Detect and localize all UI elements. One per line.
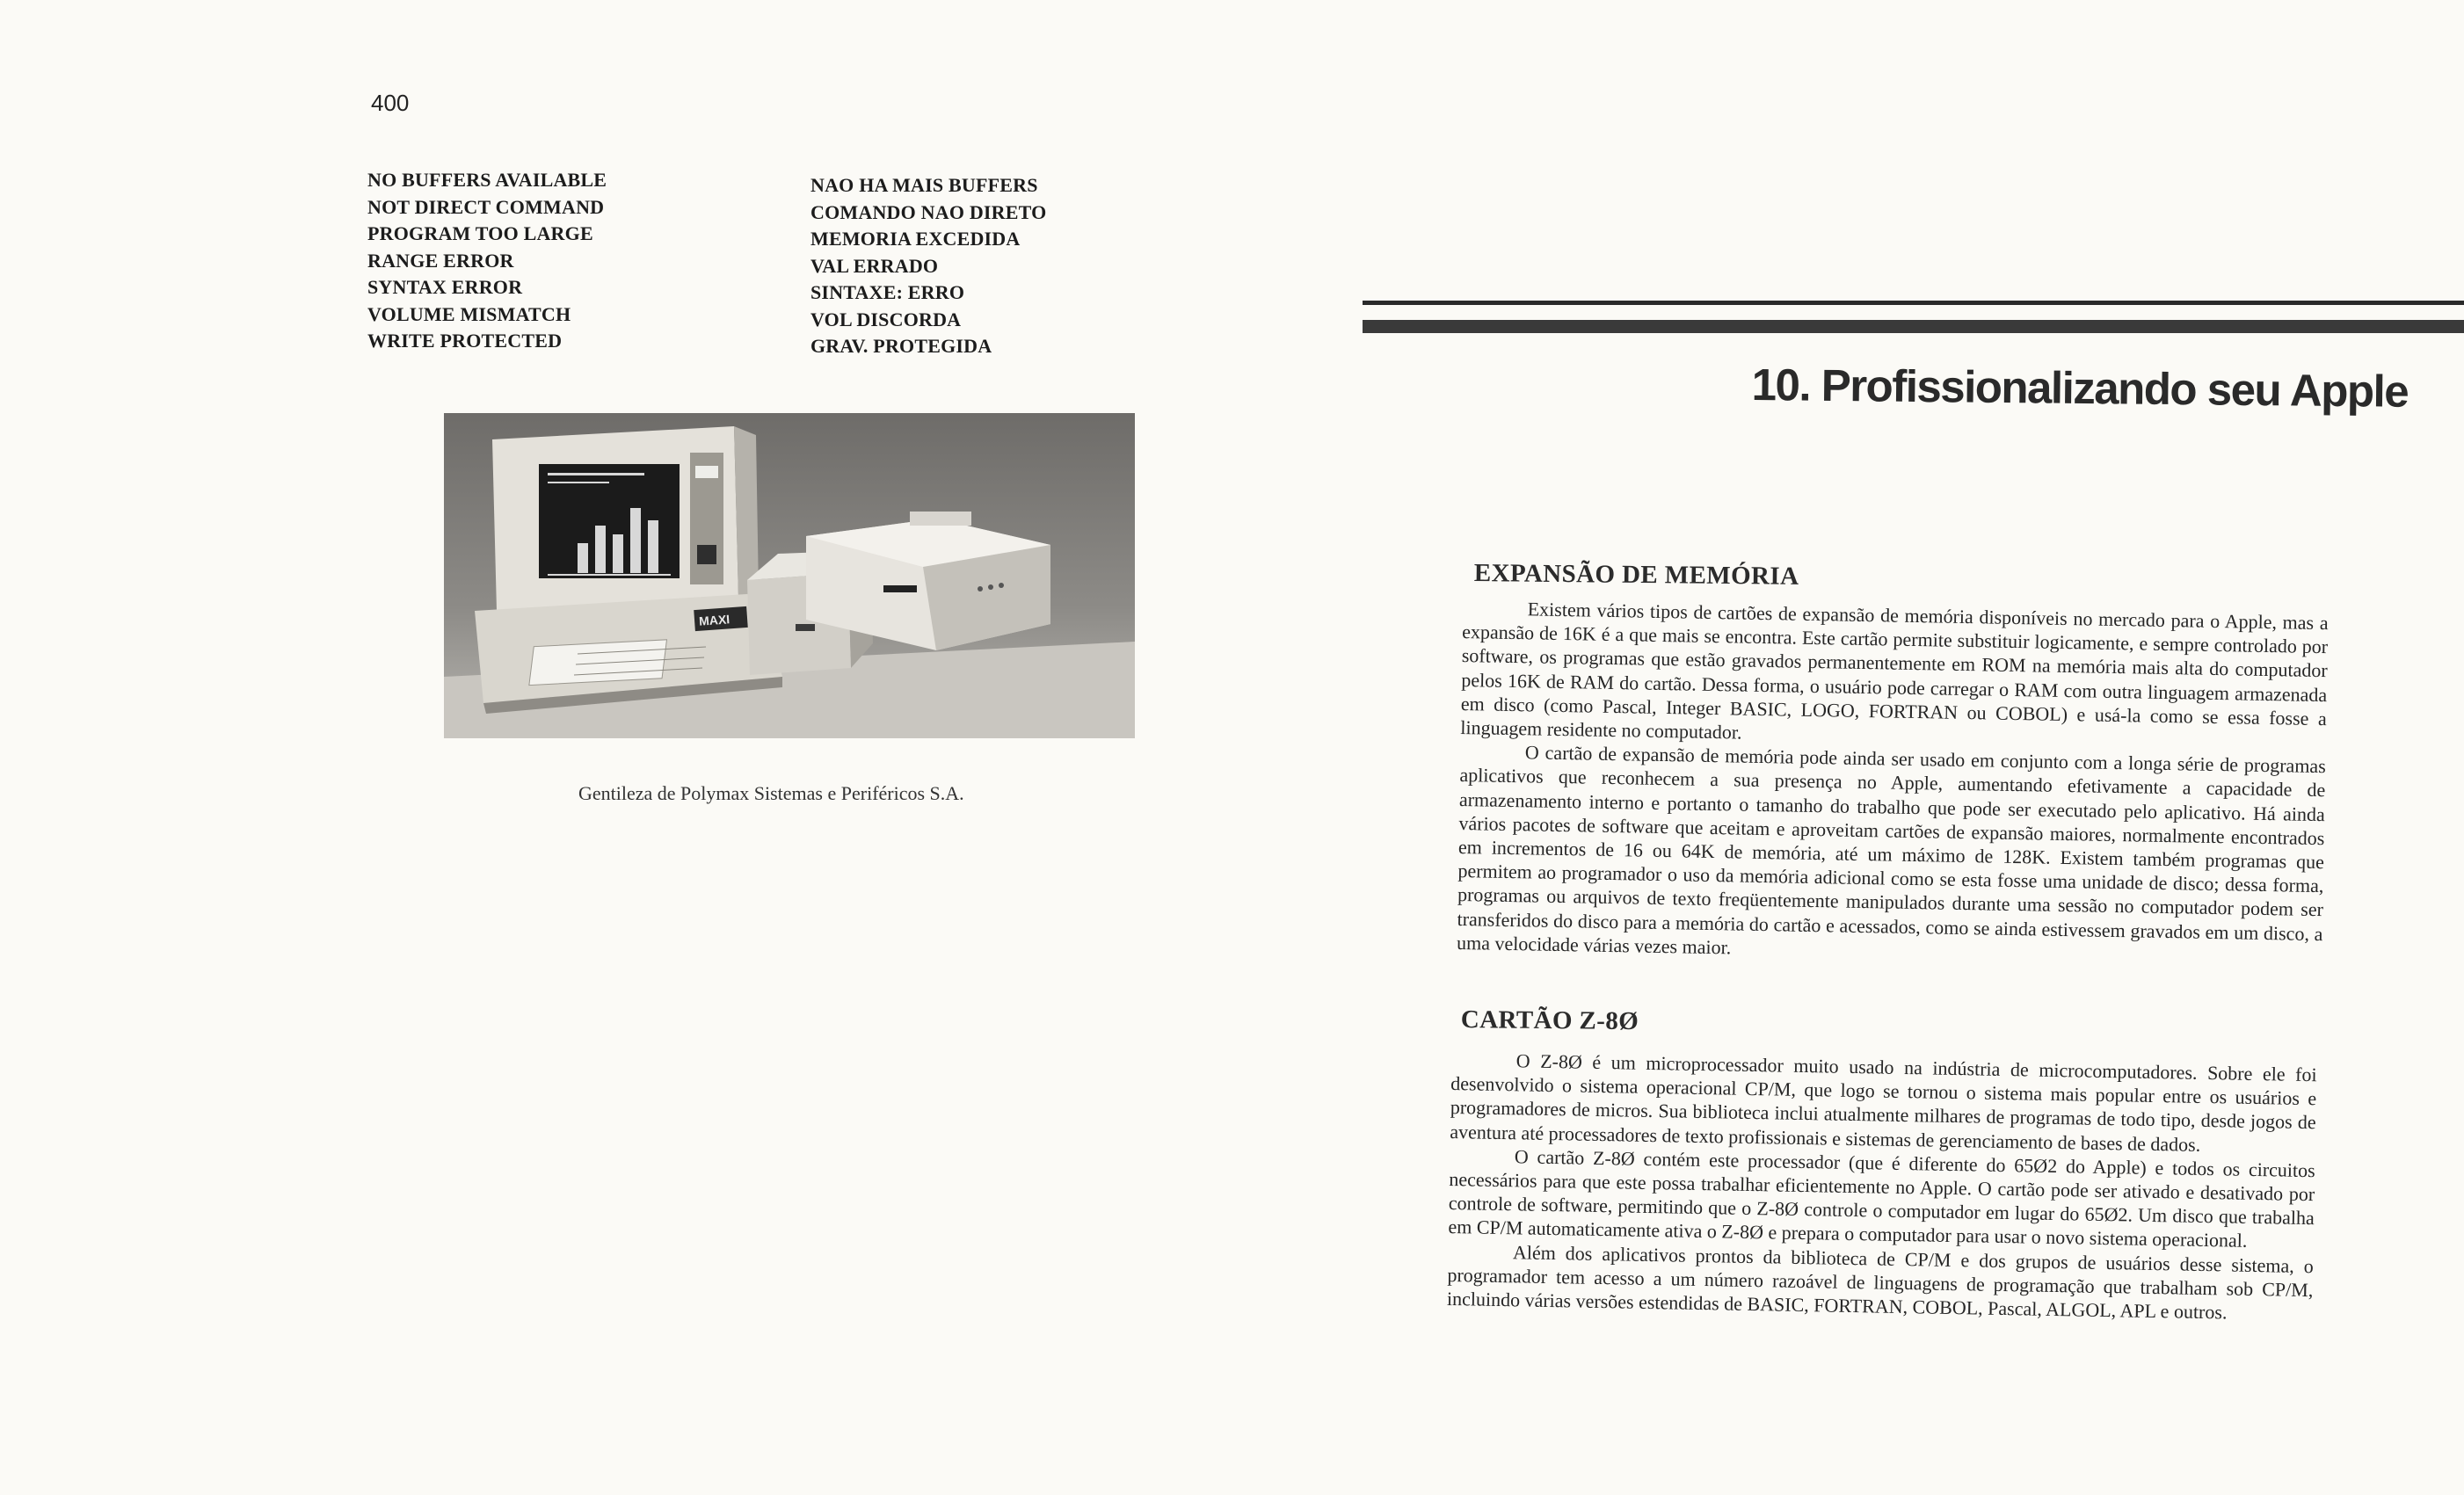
paragraph: Existem vários tipos de cartões de expansão de memória disponíveis no mercado para o Apple, mas a expansão de 16K é a que mais se encontra. Este cartão permite substituir logicamente, e sempre controlado por software, os programas que estão gravados permanentemente em ROM na memória mais alta do computador pelos 16K de RAM do cartão. Dessa forma, o usuário pode carregar o RAM com outra linguagem armazenada em disco (como Pascal, Integer BASIC, LOGO, FORTRAN ou COBOL) e usá-la como se essa fosse a linguagem residente no computador. [1460,598,2329,744]
computer-photo [444,413,1135,738]
error-message-translation: VAL ERRADO [810,254,939,277]
paragraph: O cartão de expansão de memória pode ainda ser usado em conjunto com a longa série de programas aplicativos que reconhecem a sua presença no Apple, aumentando efetivamente a capacidade de armazenamento interno e portanto o tamanho do trabalho que pode ser executado pelo aplicativo. Há ainda vários pacotes de software que aceitam e aproveitam cartões de expansão maiores, normalmente encontrados em incrementos de 16 ou 64K de memória, até um máximo de 128K. Existem também programas que permitem ao programador o uso da memória adicional como se esta fosse uma unidade de disco; dessa forma, programas ou arquivos de texto freqüentemente manipulados durante uma sessão no computador podem ser transferidos do disco para a memória do cartão e acessados, como se ainda estivessem gravados em um disco, a uma velocidade várias vezes maior. [1456,741,2326,959]
paragraph: O cartão Z-8Ø contém este processador (que é diferente do 65Ø2 do Apple) e todos os circuitos necessários para que este possa trabalhar eficientemente no Apple. O cartão pode ser ativado e desativado por controle de software, permitindo que o Z-8Ø controle o computador em lugar do 65Ø2. Um disco que trabalha em CP/M automaticamente ativa o Z-8Ø e prepara o computador para usar o novo sistema operacional. [1448,1145,2315,1252]
error-message: RANGE ERROR [367,249,514,272]
section-body-z80-card [1447,1048,2317,1325]
error-message: NO BUFFERS AVAILABLE [367,169,607,191]
chapter-rule-thin [1363,301,2464,305]
paragraph: Além dos aplicativos prontos da biblioteca de CP/M e dos grupos de usuários desse sistema, o programador tem acesso a um número razoável de linguagens de programação que trabalham sob CP/M, incluindo várias versões estendidas de BASIC, FORTRAN, COBOL, Pascal, ALGOL, APL e outros. [1446,1240,2315,1324]
page-number: 400 [371,90,410,116]
error-message: WRITE PROTECTED [367,330,563,352]
error-message: SYNTAX ERROR [367,276,523,298]
left-page [0,0,1231,1495]
error-message: NOT DIRECT COMMAND [367,195,605,218]
error-message-translation: GRAV. PROTEGIDA [810,335,992,357]
error-message-translation: VOL DISCORDA [810,308,962,330]
section-heading-memory-expansion: EXPANSÃO DE MEMÓRIA [1473,559,1799,591]
error-messages-portuguese [810,172,1046,360]
computer-illustration [444,413,1135,738]
section-heading-z80-card: CARTÃO Z-8Ø [1460,1005,1639,1036]
error-message-translation: MEMORIA EXCEDIDA [810,228,1021,250]
error-message-translation: SINTAXE: ERRO [810,281,965,303]
error-message: PROGRAM TOO LARGE [367,222,593,244]
section-body-memory-expansion [1457,596,2329,969]
chapter-title: 10. Profissionalizando seu Apple [1751,359,2409,417]
chapter-rule-thick [1363,320,2464,333]
error-message: VOLUME MISMATCH [367,302,571,325]
paragraph: O Z-8Ø é um microprocessador muito usado na indústria de microcomputadores. Sobre ele foi desenvolvido o sistema operacional CP/M, que logo se tornou o sistema mais popular entre os usuários e programadores de micros. Sua biblioteca inclui atualmente milhares de programas de todo tipo, desde jogos de aventura até processadores de texto profissionais e sistemas de gerenciamento de bases de dados. [1450,1049,2317,1156]
error-message-translation: NAO HA MAIS BUFFERS [810,174,1038,196]
brand-badge-text: MAXI [698,612,730,628]
chapter-rule [1363,301,2464,341]
error-message-translation: COMANDO NAO DIRETO [810,200,1047,223]
error-messages-english [367,167,607,355]
photo-caption: Gentileza de Polymax Sistemas e Periféricos S.A. [578,782,964,804]
